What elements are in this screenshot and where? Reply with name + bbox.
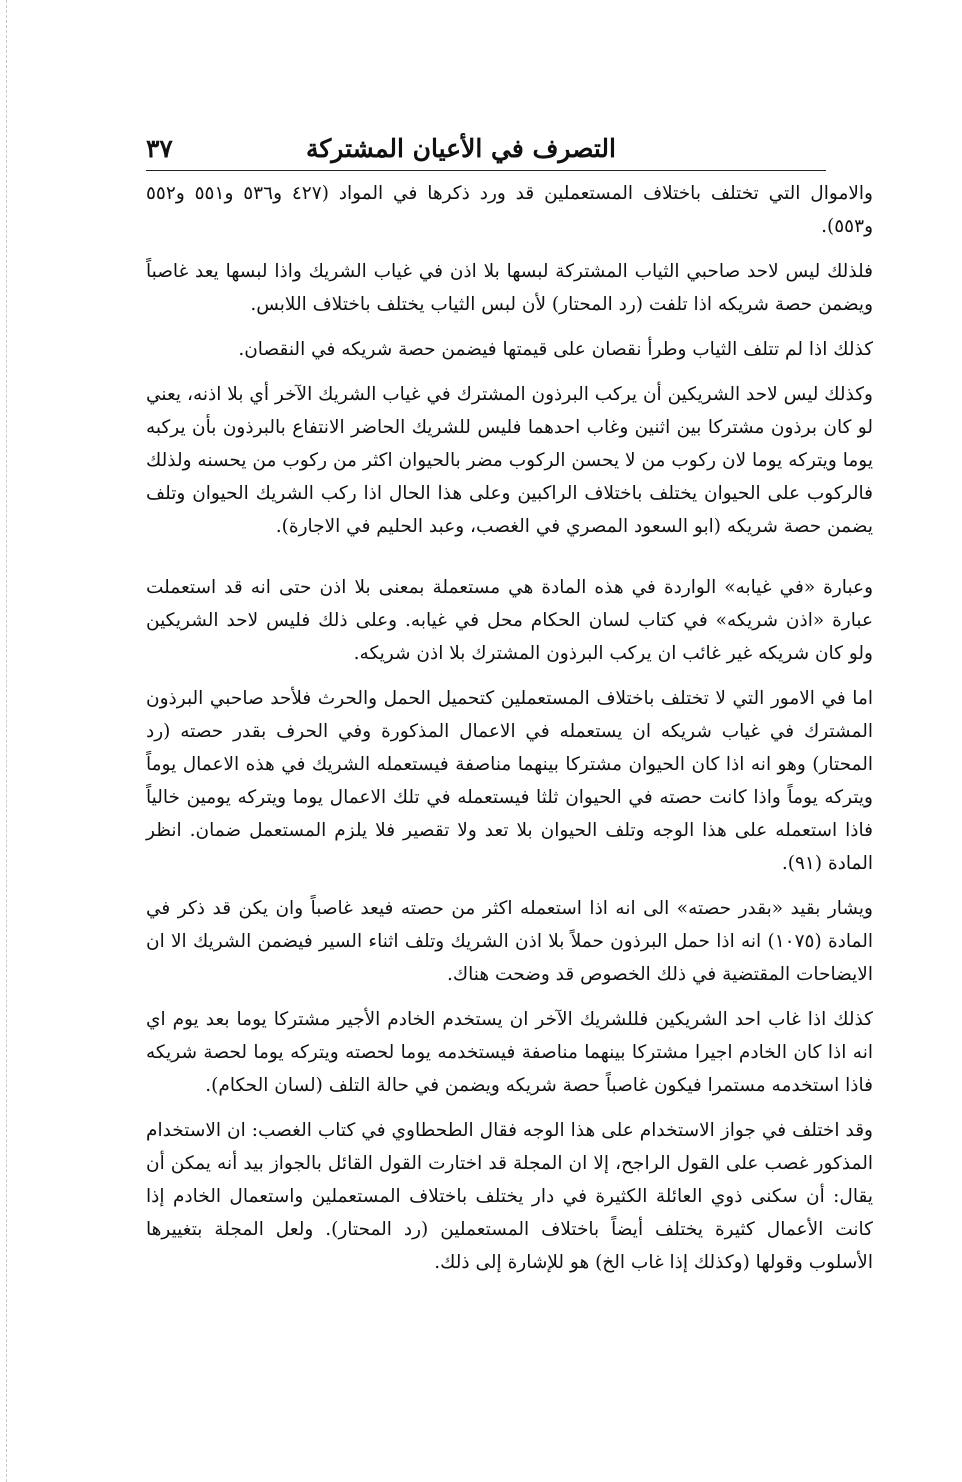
paragraph: وكذلك ليس لاحد الشريكين أن يركب البرذون المشترك في غياب الشريك الآخر أي بلا اذنه، يعني لو كان برذون مشتركا بين اثنين وغاب احدهما فليس للشريك الحاضر الانتفاع بالبرذون بأن يركبه يوما ويتركه يوما لان ركوب من لا يحسن الركوب مضر بالحيوان اكثر من ركوب من يحسنه ولذلك فالركوب على الحيوان يختلف باختلاف الراكبين وعلى هذا الحال اذا ركب الشريك الحيوان وتلف يضمن حصة شريكه (ابو السعود المصري في الغصب، وعبد الحليم في الاجارة). (146, 384, 873, 537)
paragraph: وقد اختلف في جواز الاستخدام على هذا الوجه فقال الطحطاوي في كتاب الغصب: ان الاستخدام المذكور غصب على القول الراجح، إلا ان المجلة قد اختارت القول القائل بالجواز بيد أنه يمكن أن يقال: أن سكنى ذوي العائلة الكثيرة في دار يختلف باختلاف المستعملين واستعمال الخادم إذا كانت الأعمال كثيرة يختلف أيضاً باختلاف المستعملين (رد المحتار). ولعل المجلة بتغييرها الأسلوب وقولها (وكذلك إذا غاب الخ) هو للإشارة إلى ذلك. (146, 1120, 873, 1273)
paragraph: ويشار بقيد «بقدر حصته» الى انه اذا استعمله اكثر من حصته فيعد غاصباً وان يكن قد ذكر في المادة (١٠٧٥) انه اذا حمل البرذون حملاً بلا اذن الشريك وتلف اثناء السير فيضمن الشريك الا ان الايضاحات المقتضية في ذلك الخصوص قد وضحت هناك. (146, 898, 873, 985)
paragraph: كذلك اذا لم تتلف الثياب وطرأ نقصان على قيمتها فيضمن حصة شريكه في النقصان. (238, 339, 873, 360)
scan-margin-line (6, 0, 7, 1482)
paragraph: اما في الامور التي لا تختلف باختلاف المستعملين كتحميل الحمل والحرث فلأحد صاحبي البرذون المشترك في غياب شريكه ان يستعمله في الاعمال المذكورة وفي الحرف بقدر حصته (رد المحتار) وهو انه اذا كان الحيوان مشتركا بينهما مناصفة فيستعمله الشريك في هذه الاعمال يوماً ويتركه يوماً واذا كانت حصته في الحيوان ثلثا فيستعمله في تلك الاعمال يوما ويتركه يومين خالياً فاذا استعمله على هذا الوجه وتلف الحيوان بلا تعد ولا تقصير فلا يلزم المستعمل ضمان. انظر المادة (٩١). (146, 688, 873, 874)
body-text (146, 177, 873, 1291)
page-number: ٣٧ (146, 134, 173, 163)
paragraph: فلذلك ليس لاحد صاحبي الثياب المشتركة لبسها بلا اذن في غياب الشريك واذا لبسها يعد غاصباً ويضمن حصة شريكه اذا تلفت (رد المحتار) لأن لبس الثياب يختلف باختلاف اللابس. (146, 261, 873, 315)
paragraph: كذلك اذا غاب احد الشريكين فللشريك الآخر ان يستخدم الخادم الأجير مشتركا يوما بعد يوم اي انه اذا كان الخادم اجيرا مشتركا بينهما مناصفة فيستخدمه يوما لحصته ويتركه يوما لحصة شريكه فاذا استخدمه مستمرا فيكون غاصباً حصة شريكه ويضمن في حالة التلف (لسان الحكام). (146, 1009, 873, 1096)
running-title: التصرف في الأعيان المشتركة (306, 134, 616, 163)
paragraph: وعبارة «في غيابه» الواردة في هذه المادة هي مستعملة بمعنى بلا اذن حتى انه قد استعملت عبارة «اذن شريكه» في كتاب لسان الحكام محل في غيابه. وعلى ذلك فليس لاحد الشريكين ولو كان شريكه غير غائب ان يركب البرذون المشترك بلا اذن شريكه. (146, 577, 873, 664)
header-rule (146, 170, 826, 171)
page-header (146, 132, 826, 168)
paragraph: والاموال التي تختلف باختلاف المستعملين قد ورد ذكرها في المواد (٤٢٧ و٥٣٦ و٥٥١ و٥٥٢ و٥٥٣). (146, 183, 873, 237)
